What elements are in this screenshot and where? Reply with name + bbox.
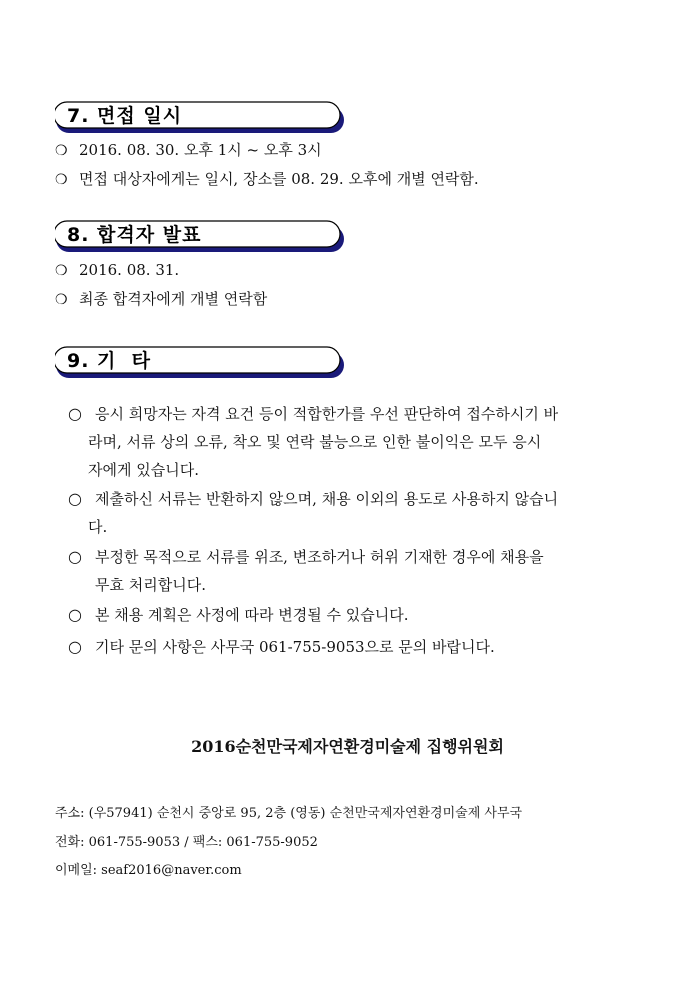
notice-text: 응시 희망자는 자격 요건 등이 적합한가를 우선 판단하여 접수하시기 바 bbox=[95, 405, 559, 423]
section-title: 9. 기 타 bbox=[67, 350, 151, 372]
notice-text: 다. bbox=[88, 518, 108, 536]
organization-name: 2016순천만국제자연환경미술제 집행위원회 bbox=[191, 737, 504, 756]
section-title: 7. 면접 일시 bbox=[67, 105, 183, 127]
bullet-item bbox=[55, 140, 322, 161]
section-header-other bbox=[55, 345, 347, 381]
section-title: 8. 합격자 발표 bbox=[67, 224, 202, 246]
notice-text: 기타 문의 사항은 사무국 061-755-9053으로 문의 바랍니다. bbox=[95, 638, 495, 656]
circle-bullet-icon: ○ bbox=[68, 489, 82, 508]
notice-text: 제출하신 서류는 반환하지 않으며, 채용 이외의 용도로 사용하지 않습니 bbox=[95, 490, 559, 508]
contact-address: 주소: (우57941) 순천시 중앙로 95, 2층 (영동) 순천만국제자연환경미술제 사무국 bbox=[55, 806, 523, 821]
circle-bullet-icon: ○ bbox=[68, 404, 82, 423]
circle-bullet-icon: ○ bbox=[68, 637, 82, 656]
notice-text: 부정한 목적으로 서류를 위조, 변조하거나 허위 기재한 경우에 채용을 bbox=[95, 548, 544, 566]
bullet-text: 면접 대상자에게는 일시, 장소를 08. 29. 오후에 개별 연락함. bbox=[79, 170, 479, 188]
bullet-item bbox=[55, 169, 479, 190]
contact-email: 이메일: seaf2016@naver.com bbox=[55, 863, 242, 878]
notice-text: 본 채용 계획은 사정에 따라 변경될 수 있습니다. bbox=[95, 606, 409, 624]
notice-text: 무효 처리합니다. bbox=[95, 576, 206, 594]
notice-text: 라며, 서류 상의 오류, 착오 및 연락 불능으로 인한 불이익은 모두 응시 bbox=[88, 433, 542, 451]
circle-bullet-icon: ○ bbox=[68, 605, 82, 624]
bullet-item bbox=[55, 260, 179, 281]
section-header-result-announcement bbox=[55, 219, 347, 255]
bullet-circle-icon: ❍ bbox=[55, 292, 68, 308]
bullet-circle-icon: ❍ bbox=[55, 263, 68, 279]
bullet-circle-icon: ❍ bbox=[55, 172, 68, 188]
circle-bullet-icon: ○ bbox=[68, 547, 82, 566]
bullet-text: 2016. 08. 30. 오후 1시 ~ 오후 3시 bbox=[79, 141, 322, 159]
notice-text: 자에게 있습니다. bbox=[88, 461, 199, 479]
bullet-item bbox=[55, 289, 267, 310]
bullet-circle-icon: ❍ bbox=[55, 143, 68, 159]
bullet-text: 최종 합격자에게 개별 연락함 bbox=[79, 290, 268, 308]
contact-phone: 전화: 061-755-9053 / 팩스: 061-755-9052 bbox=[55, 835, 318, 850]
section-header-interview-schedule bbox=[55, 100, 347, 136]
bullet-text: 2016. 08. 31. bbox=[79, 261, 180, 279]
